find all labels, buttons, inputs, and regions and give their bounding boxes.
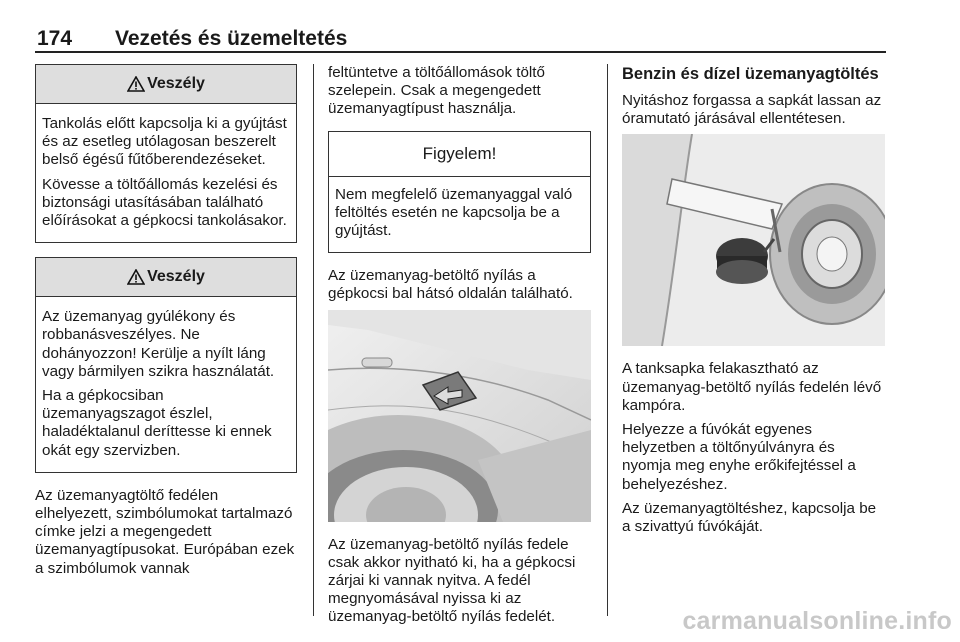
paragraph: Nyitáshoz forgassa a sapkát lassan az óramutató járásával ellentétesen. [622, 92, 882, 128]
column-1 [35, 64, 297, 584]
notice-label: Figyelem! [422, 143, 497, 163]
page-number: 174 [37, 27, 73, 50]
danger-box-1 [35, 64, 297, 243]
paragraph: Az üzemanyag gyúlékony és robbanásveszélyes. Ne dohányozzon! Kerülje a nyílt láng vagy bármilyen szikra használatát. [42, 308, 275, 380]
paragraph: feltüntetve a töltőállomások töltő szelepein. Csak a megengedett üzemanyagtípust használja. [328, 64, 545, 118]
paragraph: Helyezze a fúvókát egyenes helyzetben a töltőnyúlványra és nyomja meg enyhe erőkifejtéssel a behelyezéshez. [622, 421, 856, 493]
fuel-cap-illustration [622, 134, 885, 346]
paragraph: Kövesse a töltőállomás kezelési és biztonsági utasításában található előírásokat a gépkocsi tankolásakor. [42, 175, 287, 230]
danger-box-2 [35, 257, 297, 473]
column-divider [313, 64, 314, 616]
column-divider [607, 64, 608, 616]
car-fuel-flap-illustration [328, 310, 591, 522]
danger-box-body [36, 297, 296, 472]
danger-box-header [36, 65, 296, 104]
column-2 [328, 64, 591, 633]
column-3 [622, 64, 886, 542]
danger-box-body [36, 104, 296, 242]
paragraph: Nem megfelelő üzemanyaggal való feltöltés esetén ne kapcsolja be a gyújtást. [335, 185, 573, 240]
danger-label: Veszély [147, 74, 205, 92]
page-title: Vezetés és üzemeltetés [115, 27, 348, 50]
paragraph: Az üzemanyagtöltéshez, kapcsolja be a szivattyú fúvókáját. [622, 499, 877, 536]
paragraph: Tankolás előtt kapcsolja ki a gyújtást és az esetleg utólagosan beszerelt belső égésű fűtőberendezéseket. [42, 115, 287, 169]
danger-label: Veszély [147, 268, 205, 286]
section-heading: Benzin és dízel üzemanyagtöltés [622, 65, 879, 83]
paragraph: Ha a gépkocsiban üzemanyagszagot észlel, haladéktalanul deríttesse ki ennek okát egy szervizben. [42, 387, 272, 459]
watermark: carmanualsonline.info [682, 607, 952, 635]
danger-box-header [36, 258, 296, 297]
paragraph: Az üzemanyagtöltő fedélen elhelyezett, szimbólumokat tartalmazó címke jelzi a megengedett üzemanyagtípusokat. Európában ezek a szimbólumok vannak [35, 486, 295, 577]
paragraph: A tanksapka felakasztható az üzemanyag-betöltő nyílás fedelén lévő kampóra. [622, 360, 882, 414]
notice-box [328, 131, 591, 254]
paragraph: Az üzemanyag-betöltő nyílás a gépkocsi bal hátsó oldalán található. [328, 267, 573, 303]
warning-triangle-icon [127, 76, 145, 92]
header-rule [35, 51, 886, 53]
notice-box-header [329, 132, 590, 177]
notice-box-body [329, 177, 590, 253]
paragraph: Az üzemanyag-betöltő nyílás fedele csak akkor nyitható ki, ha a gépkocsi zárjai ki vannak nyitva. A fedél megnyomásával nyissa ki az üzemanyag-betöltő nyílás fedelét. [328, 535, 576, 626]
warning-triangle-icon [127, 269, 145, 285]
